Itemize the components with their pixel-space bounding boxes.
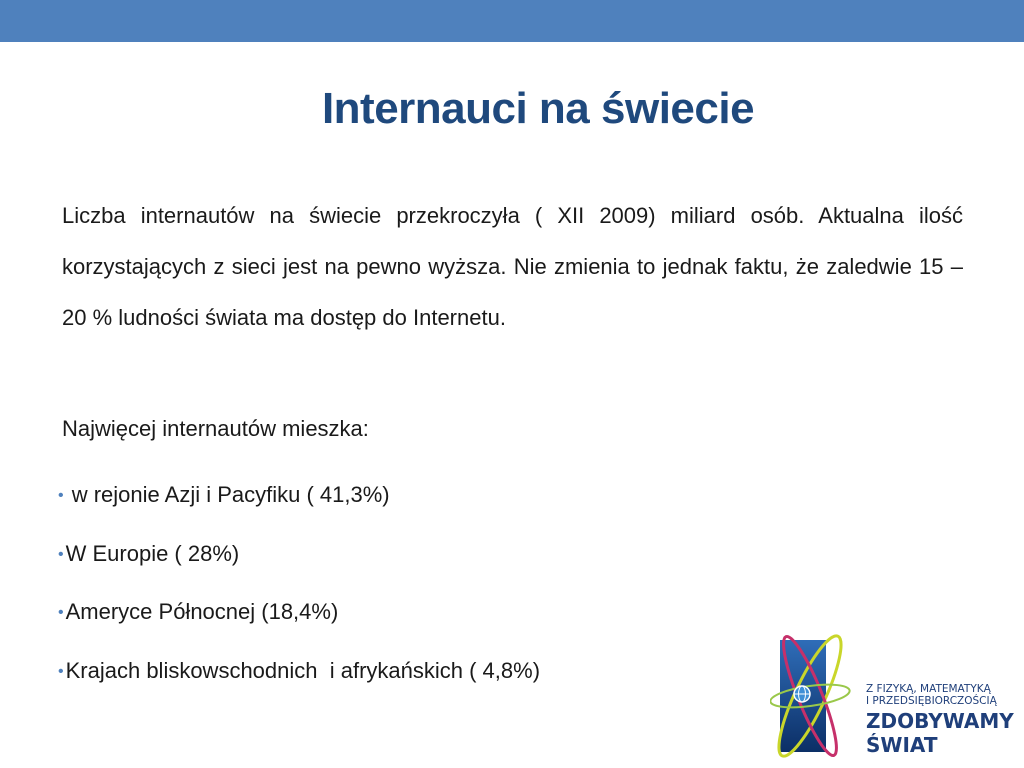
list-item: •Krajach bliskowschodnich i afrykańskich ( 4,8%) [58,657,541,683]
globe-icon [794,686,810,702]
bullet-icon: • [58,662,64,680]
intro-paragraph: Liczba internautów na świecie przekroczyła ( XII 2009) miliard osób. Aktualna ilość korzystających z sieci jest na pewno wyższa. Nie zmienia to jednak faktu, że zaledwie 15 – 20 % ludności świata ma dostęp do Internetu. [62,203,963,330]
list-item: •W Europie ( 28%) [58,540,240,566]
project-logo [770,622,1024,768]
top-accent-bar [0,0,1024,42]
bullet-icon: • [58,604,64,621]
slide-title: Internauci na świecie [321,84,755,133]
logo-line-3: ZDOBYWAMY [866,709,1014,733]
list-item: • w rejonie Azji i Pacyfiku ( 41,3%) [58,482,390,507]
bullet-icon: • [58,545,64,563]
logo-line-2: I PRZEDSIĘBIORCZOŚCIĄ [866,695,997,707]
logo-line-4: ŚWIAT [866,733,938,757]
bullet-icon: • [58,487,64,504]
list-lead: Najwięcej internautów mieszka: [62,416,369,441]
bullet-list [58,470,540,704]
logo-line-1: Z FIZYKĄ, MATEMATYKĄ [866,683,991,695]
list-item: •Ameryce Północnej (18,4%) [58,599,339,624]
